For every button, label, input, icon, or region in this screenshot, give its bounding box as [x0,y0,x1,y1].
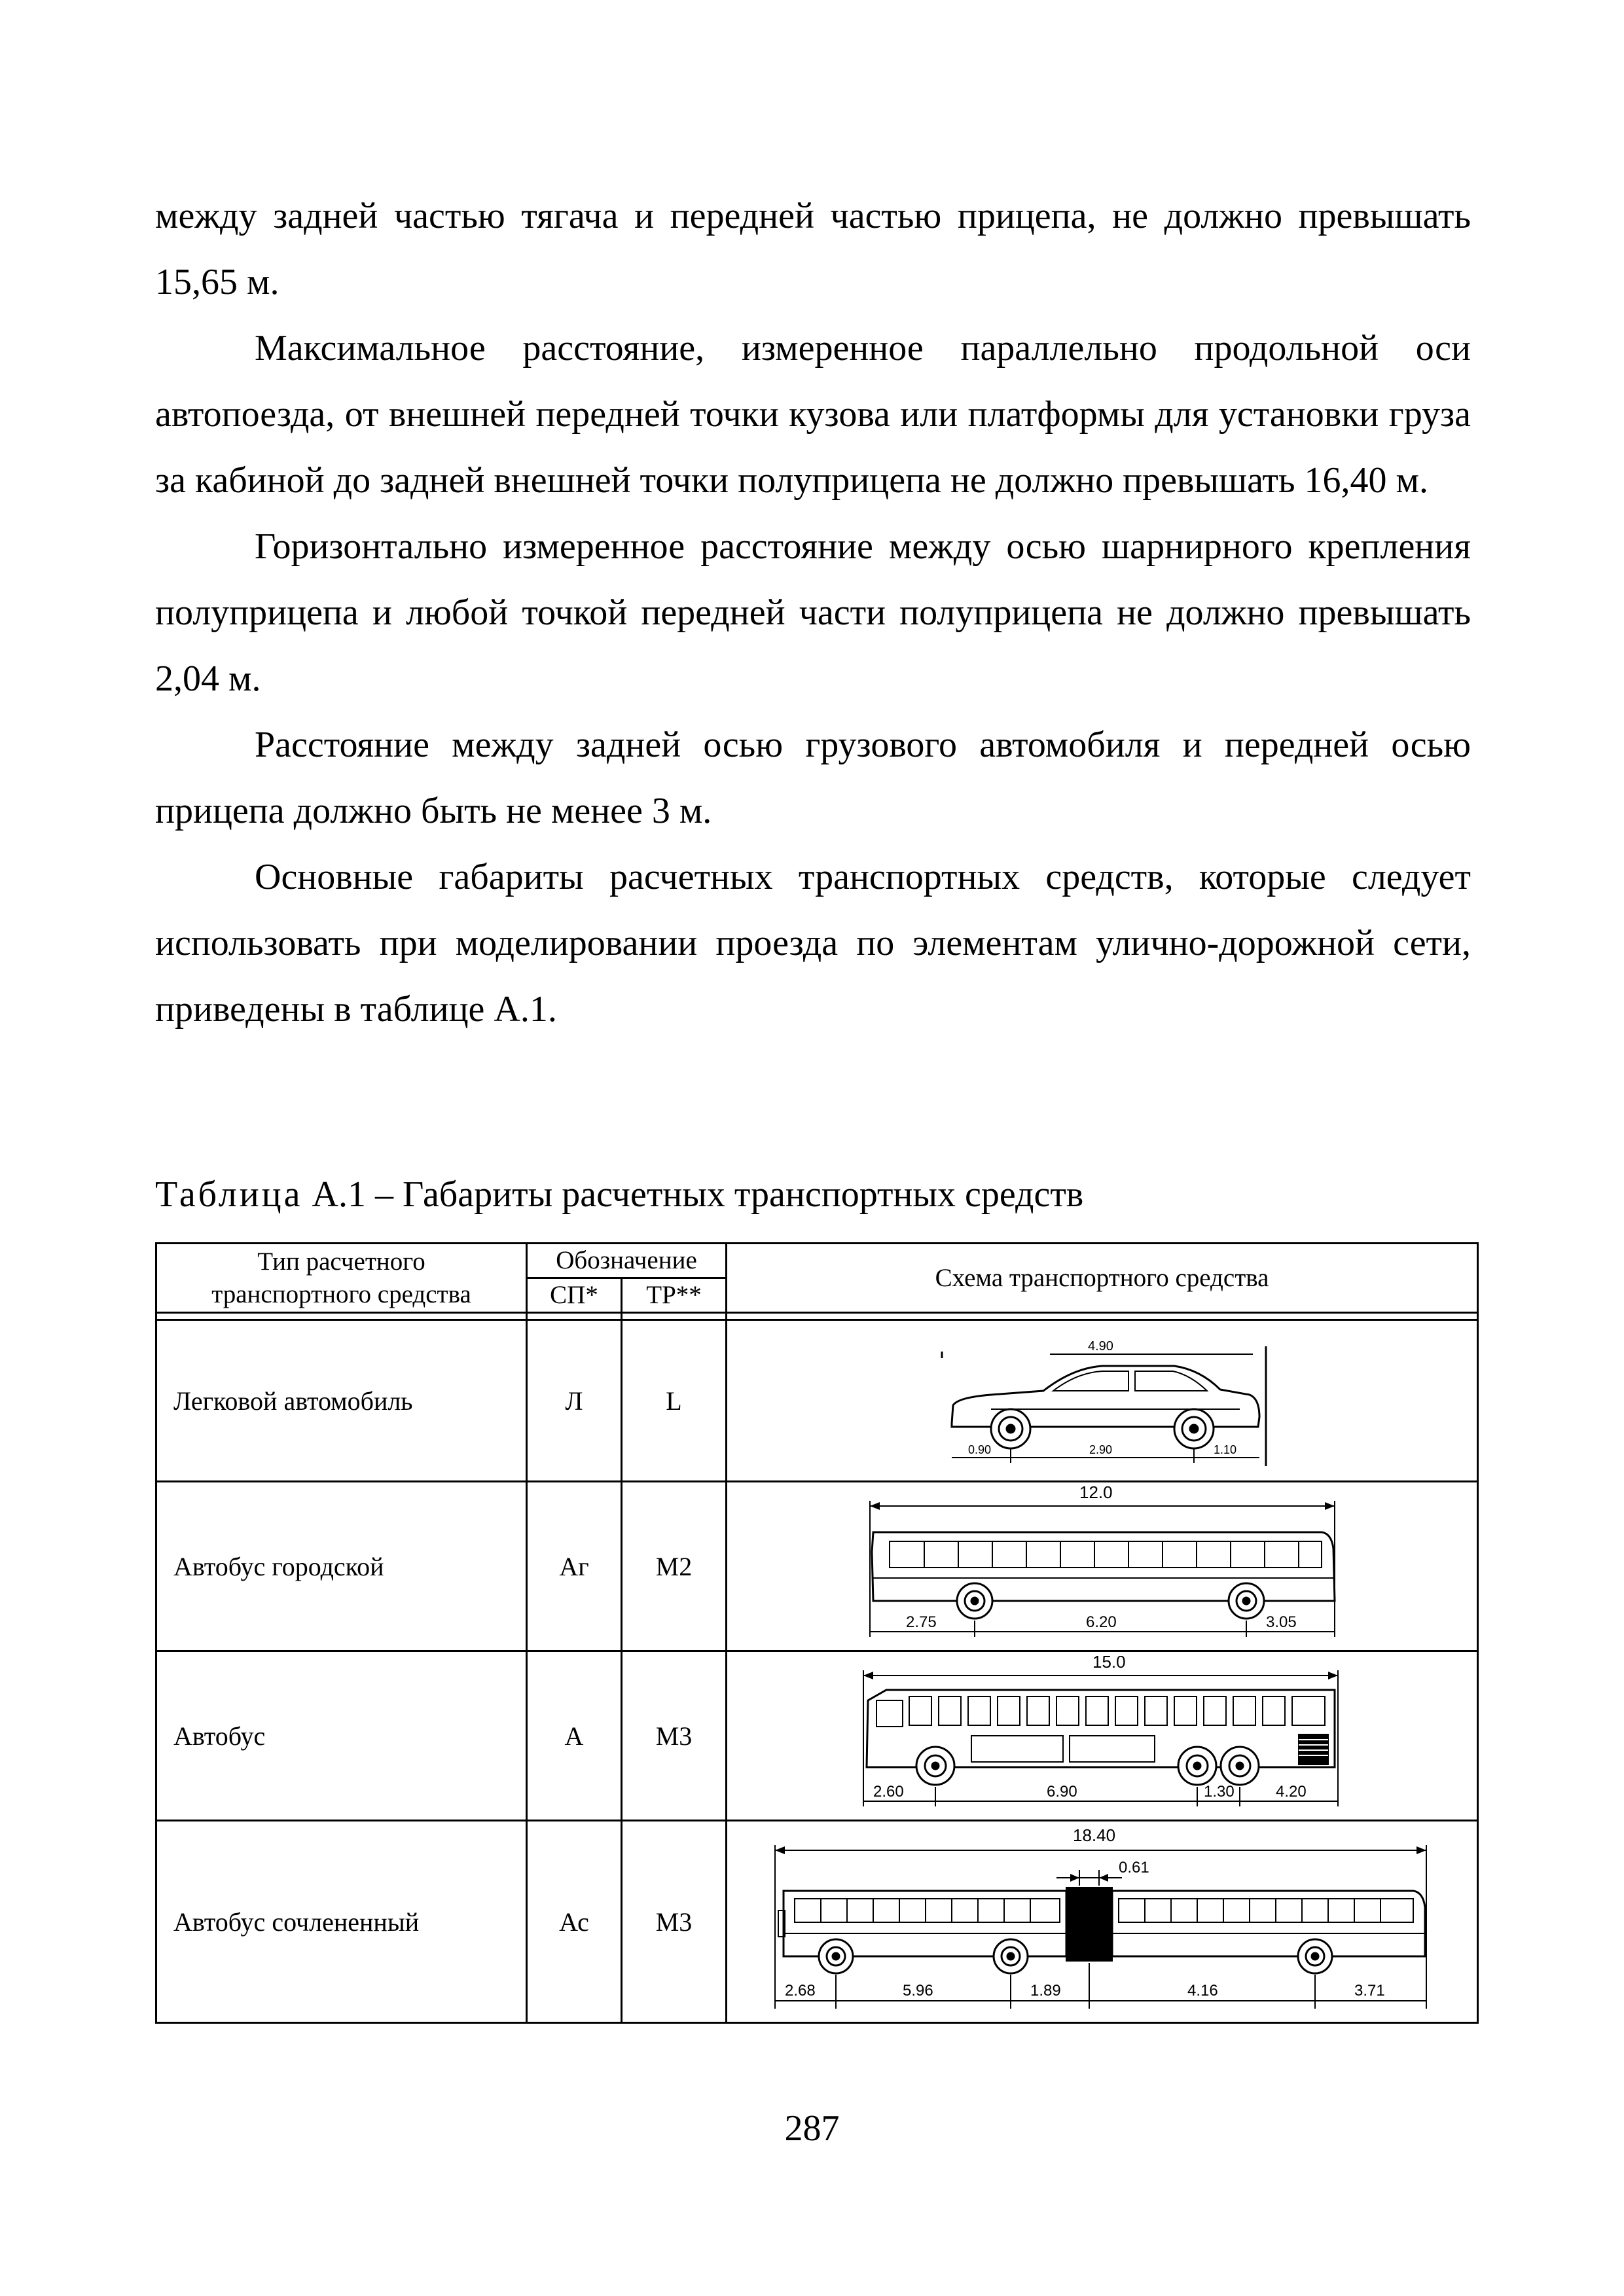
paragraph-3: Горизонтально измеренное расстояние между осью шарнирного крепления полуприцепа и любой точкой передней части полуприцепа не должно превышать 2,04 м. [155,526,1471,699]
header-designation: Обозначение [527,1244,727,1278]
paragraph-1: между задней частью тягача и передней частью прицепа, не должно превышать 15,65 м. [155,196,1471,302]
city-bus-overall-length: 12.0 [1079,1486,1113,1502]
table-caption-label: Таблица [155,1174,303,1215]
designation-sp: Аг [527,1482,622,1651]
articulated-bus-scheme [759,1825,1446,2018]
city-bus-dim-2: 6.20 [1085,1613,1117,1631]
body-text [155,183,1471,1043]
car-dim-3: 1.10 [1213,1443,1236,1456]
car-overall-length: 4.90 [1087,1339,1113,1354]
table-caption-text: А.1 – Габариты расчетных транспортных средств [312,1174,1084,1215]
table-row [156,1821,1478,2023]
car-scheme [932,1332,1272,1469]
city-bus-dim-1: 2.75 [905,1613,937,1631]
table-caption [155,1172,1083,1217]
header-scheme: Схема транспортного средства [727,1244,1478,1313]
designation-sp: Ас [527,1821,622,2023]
bus-dim-4: 4.20 [1275,1782,1307,1801]
artic-bus-dim-5: 3.71 [1354,1981,1385,2000]
city-bus-dim-3: 3.05 [1265,1613,1297,1631]
scheme-cell [727,1651,1478,1821]
car-dim-2: 2.90 [1089,1443,1112,1456]
header-sp: СП* [527,1278,622,1313]
designation-tr: М3 [622,1821,727,2023]
header-type: Тип расчетного транспортного средства [156,1244,527,1313]
paragraph-4: Расстояние между задней осью грузового автомобиля и передней осью прицепа должно быть не менее 3 м. [155,725,1471,831]
artic-bus-dim-3: 1.89 [1030,1981,1061,2000]
scheme-cell [727,1821,1478,2023]
vehicle-type: Автобус городской [156,1482,527,1651]
artic-bus-dim-4: 4.16 [1187,1981,1218,2000]
table-row [156,1482,1478,1651]
table-header-row [156,1244,1478,1278]
designation-sp: Л [527,1320,622,1482]
bus-dim-3: 1.30 [1203,1782,1235,1801]
artic-bus-dim-2: 5.96 [902,1981,933,2000]
vehicle-type: Легковой автомобиль [156,1320,527,1482]
scheme-cell [727,1482,1478,1651]
vehicle-dimensions-table [155,1242,1479,2024]
paragraph-5: Основные габариты расчетных транспортных средств, которые следует использовать при моделировании проезда по элементам улично-дорожной сети, приведены в таблице А.1. [155,857,1471,1030]
vehicle-type: Автобус сочлененный [156,1821,527,2023]
bus-dim-2: 6.90 [1046,1782,1077,1801]
header-separator [156,1313,1478,1320]
vehicle-type: Автобус [156,1651,527,1821]
scheme-cell [727,1320,1478,1482]
artic-bus-dim-1: 2.68 [784,1981,816,2000]
designation-tr: М3 [622,1651,727,1821]
bus-dim-1: 2.60 [873,1782,904,1801]
bus-overall-length: 15.0 [1092,1655,1126,1672]
paragraph-2: Максимальное расстояние, измеренное параллельно продольной оси автопоезда, от внешней передней точки кузова или платформы для установки груза за кабиной до задней внешней точки полуприцепа не должно превышать 16,40 м. [155,328,1471,501]
artic-bus-overall-length: 18.40 [1072,1825,1115,1845]
table-row [156,1651,1478,1821]
designation-sp: А [527,1651,622,1821]
table-row [156,1320,1478,1482]
designation-tr: М2 [622,1482,727,1651]
city-bus-scheme [854,1486,1351,1647]
header-tr: ТР** [622,1278,727,1313]
bus-scheme [847,1656,1358,1816]
designation-tr: L [622,1320,727,1482]
car-dim-1: 0.90 [967,1443,991,1456]
artic-bus-joint: 0.61 [1118,1858,1149,1876]
page-number: 287 [784,2108,840,2149]
